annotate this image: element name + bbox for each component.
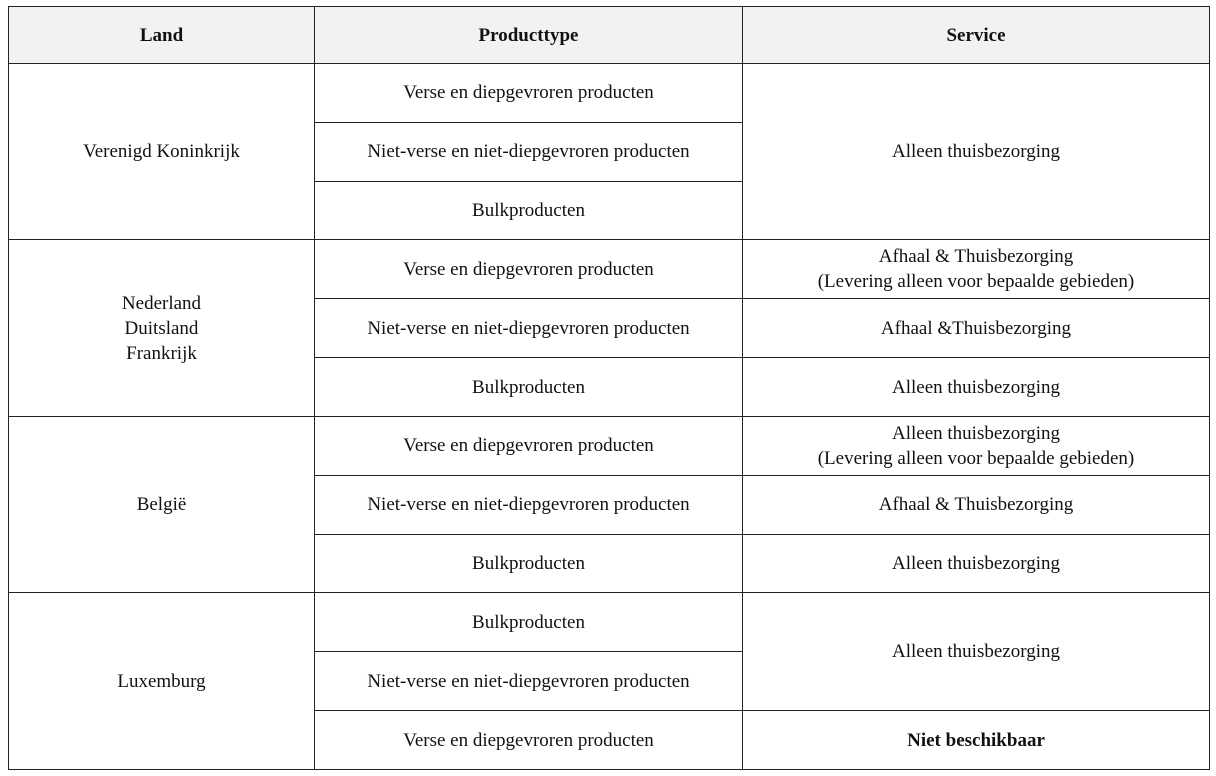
header-service: Service bbox=[743, 7, 1210, 64]
product-cell: Verse en diepgevroren producten bbox=[315, 240, 743, 299]
table-row bbox=[9, 416, 1210, 475]
service-cell: Alleen thuisbezorging bbox=[743, 593, 1210, 711]
table-row bbox=[9, 240, 1210, 299]
land-line: Frankrijk bbox=[126, 342, 197, 364]
header-producttype: Producttype bbox=[315, 7, 743, 64]
product-cell: Verse en diepgevroren producten bbox=[315, 64, 743, 123]
product-cell: Bulkproducten bbox=[315, 534, 743, 593]
product-cell: Niet-verse en niet-diepgevroren producten bbox=[315, 122, 743, 181]
service-cell: Alleen thuisbezorging bbox=[743, 534, 1210, 593]
table-row bbox=[9, 64, 1210, 123]
service-cell bbox=[743, 240, 1210, 299]
product-cell: Verse en diepgevroren producten bbox=[315, 711, 743, 770]
land-cell-uk: Verenigd Koninkrijk bbox=[9, 64, 315, 240]
product-cell: Niet-verse en niet-diepgevroren producten bbox=[315, 299, 743, 358]
product-cell: Niet-verse en niet-diepgevroren producten bbox=[315, 475, 743, 534]
service-note: (Levering alleen voor bepaalde gebieden) bbox=[817, 271, 1135, 293]
land-line: Duitsland bbox=[124, 317, 199, 339]
product-cell: Niet-verse en niet-diepgevroren producten bbox=[315, 652, 743, 711]
table-row bbox=[9, 593, 1210, 652]
service-cell: Alleen thuisbezorging bbox=[743, 64, 1210, 240]
land-cell-nl-de-fr bbox=[9, 240, 315, 416]
service-line: Afhaal & Thuisbezorging bbox=[878, 246, 1074, 268]
header-row bbox=[9, 7, 1210, 64]
product-cell: Verse en diepgevroren producten bbox=[315, 416, 743, 475]
product-cell: Bulkproducten bbox=[315, 358, 743, 417]
service-cell: Afhaal & Thuisbezorging bbox=[743, 475, 1210, 534]
service-line: Alleen thuisbezorging bbox=[892, 422, 1060, 444]
land-cell-be: België bbox=[9, 416, 315, 592]
service-cell-unavailable: Niet beschikbaar bbox=[743, 711, 1210, 770]
land-line: Nederland bbox=[121, 292, 202, 314]
service-availability-table bbox=[8, 6, 1210, 770]
product-cell: Bulkproducten bbox=[315, 181, 743, 240]
land-cell-lu: Luxemburg bbox=[9, 593, 315, 770]
header-land: Land bbox=[9, 7, 315, 64]
service-cell bbox=[743, 416, 1210, 475]
service-cell: Alleen thuisbezorging bbox=[743, 358, 1210, 417]
product-cell: Bulkproducten bbox=[315, 593, 743, 652]
service-note: (Levering alleen voor bepaalde gebieden) bbox=[817, 447, 1135, 469]
service-cell: Afhaal &Thuisbezorging bbox=[743, 299, 1210, 358]
